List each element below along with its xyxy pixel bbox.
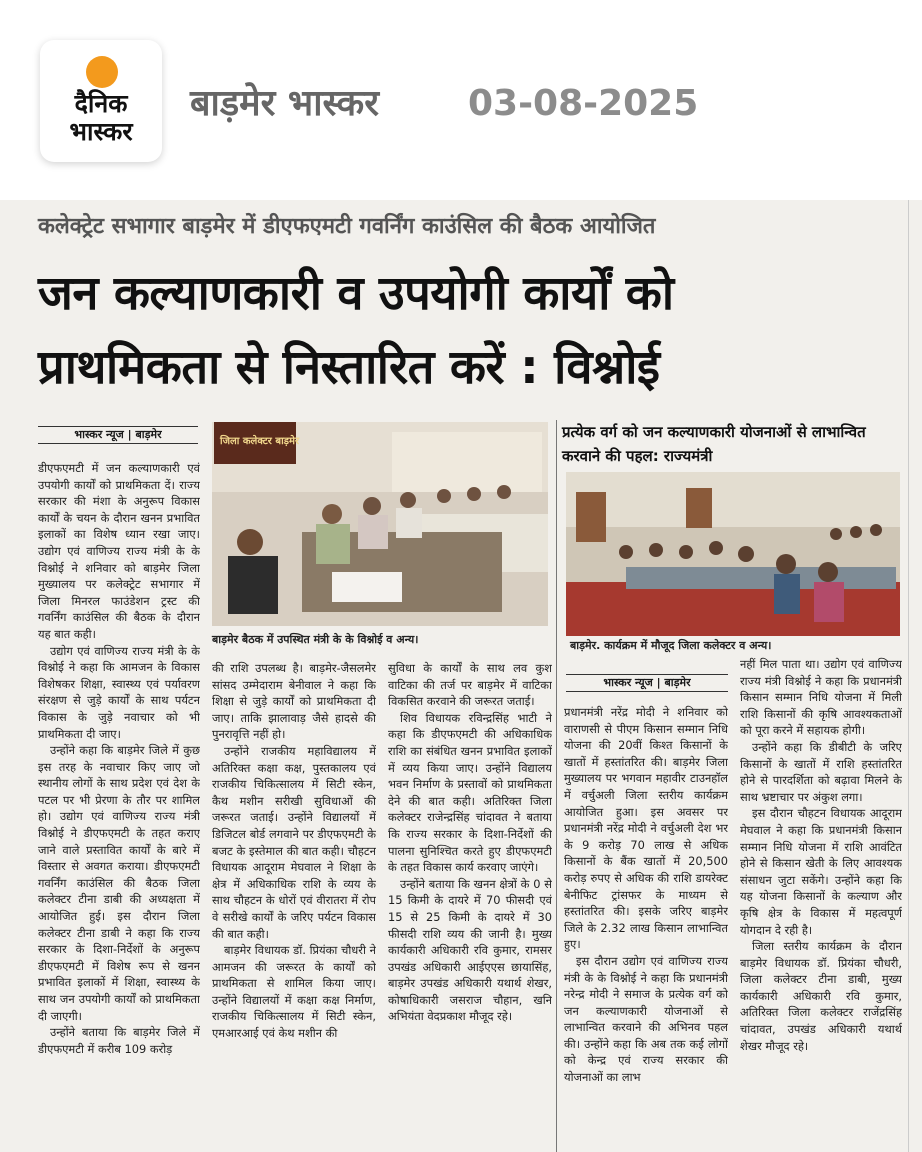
adjacent-page-edge <box>908 200 922 1152</box>
article-column-3 <box>388 660 552 1152</box>
newspaper-clipping <box>0 200 922 1152</box>
article-intro: डीएफएमटी में जन कल्याणकारी एवं उपयोगी कार्यों को प्राथमिकता दें। राज्य सरकार की मंशा के अनुरूप विकास कार्यों के चयन के दौरान खनन प्रभावित इलाकों का विशेष ध्यान रखा जाए। उद्योग एवं वाणिज्य राज्य मंत्री के के विश्नोई ने शनिवार को बाड़मेर जिला मुख्यालय पर कलेक्ट्रेट सभागार में जिला मिनरल फाउंडेशन ट्रस्ट की गवर्निंग काउंसिल की बैठक के दौरान यह बात कही। <box>38 461 200 641</box>
event-photo <box>566 472 900 636</box>
paragraph: उन्होंने बताया कि खनन क्षेत्रों के 0 से 15 किमी के दायरे में 70 फीसदी एवं 15 से 25 किमी के दायरे में 30 फीसदी राशि व्यय की जानी है। मुख्य कार्यकारी अधिकारी रवि कुमार, रामसर उपखंड अधिकारी आईएएस छायासिंह, बाड़मेर उपखंड अधिकारी यथार्थ शेखर, कोषाधिकारी जसराज चौहान, खनि अभियंता वेदप्रकाश मौजूद रहे। <box>388 876 552 1024</box>
paragraph: इस दौरान चौहटन विधायक आदूराम मेघवाल ने कहा कि प्रधानमंत्री किसान सम्मान निधि योजना में राशि आवंटित होने से किसान खेती के लिए आवश्यक संसाधन जुटा सकेंगे। उन्होंने कहा कि यह योजना किसानों के कल्याण और कृषि क्षेत्र के विकास में महत्वपूर्ण योगदान दे रही है। <box>740 806 902 937</box>
collector-sign: जिला कलेक्टर बाड़मेर <box>220 436 300 447</box>
edition-title: बाड़मेर भास्कर <box>190 83 379 124</box>
article-column-2 <box>212 660 376 1152</box>
article-kicker: कलेक्ट्रेट सभागार बाड़मेर में डीएफएमटी गवर्निंग काउंसिल की बैठक आयोजित <box>38 214 656 239</box>
side-column-1 <box>564 704 728 1152</box>
meeting-photo <box>212 422 548 626</box>
meeting-photo-illustration <box>212 422 548 626</box>
paragraph: नहीं मिल पाता था। उद्योग एवं वाणिज्य राज्य मंत्री विश्नोई ने कहा कि प्रधानमंत्री किसान सम्मान निधि योजना में मिली राशि किसानों की कृषि आवश्यकताओं को पूरा करने में सहायक होगी। <box>740 657 902 738</box>
event-photo-caption: बाड़मेर. कार्यक्रम में मौजूद जिला कलेक्टर व अन्य। <box>570 639 772 652</box>
paragraph: प्रधानमंत्री नरेंद्र मोदी ने शनिवार को वाराणसी से पीएम किसान सम्मान निधि योजना की 20वीं किश्त किसानों के खातों में हस्तांतरित की। बाड़मेर जिला मुख्यालय पर भगवान महावीर टाउनहॉल में वर्चुअली जिला स्तरीय कार्यक्रम आयोजित हुआ। इस अवसर पर प्रधानमंत्री नरेंद्र मोदी ने वर्चुअली देश भर के 9 करोड़ 70 लाख से अधिक किसानों के बैंक खातों में 20,500 करोड़ रुपए से अधिक की राशि डायरेक्ट बेनीफिट ट्रांसफर के माध्यम से हस्तांतरित की। इसके जरिए बाड़मेर जिले के 2.32 लाख किसान लाभान्वित हुए। <box>564 705 728 952</box>
column-divider <box>556 420 557 1152</box>
logo-line-2: भास्कर <box>69 117 133 146</box>
event-photo-illustration <box>566 472 900 636</box>
paragraph: उन्होंने बताया कि बाड़मेर जिले में डीएफएमटी में करीब 109 करोड़ <box>38 1025 200 1056</box>
edition-date: 03-08-2025 <box>468 83 699 124</box>
headline-line-1: जन कल्याणकारी व उपयोगी कार्यों को <box>38 266 674 321</box>
logo-line-1: दैनिक <box>74 89 128 118</box>
article-column-1 <box>38 460 200 1152</box>
page-header <box>0 0 922 200</box>
paragraph: शिव विधायक रविन्द्रसिंह भाटी ने कहा कि डीएफएमटी की अधिकाधिक राशि का संबंधित खनन प्रभावित इलाकों में व्यय किया जाए। उन्होंने विद्यालय भवन निर्माण के प्रस्तावों को प्राथमिकता देने की बात कही। अतिरिक्त जिला कलेक्टर राजेन्द्रसिंह चांदावत ने बताया कि राज्य सरकार के दिशा-निर्देशों की पालना सुनिश्चित करते हुए डीएफएमटी के तहत विकास कार्य करवाए जाएंगे। <box>388 710 552 875</box>
photo-caption: बाड़मेर बैठक में उपस्थित मंत्री के के विश्नोई व अन्य। <box>212 633 419 646</box>
paragraph: उन्होंने राजकीय महाविद्यालय में अतिरिक्त कक्षा कक्ष, पुस्तकालय एवं राजकीय चिकित्सालय में सिटी स्केन, कैथ मशीन सरीखी सुविधाओं की जरूरत जताई। उन्होंने विद्यालयों में डिजिटल बोर्ड लगवाने पर डीएफएमटी के बजट के इस्तेमाल की बात कही। चौहटन विधायक आदूराम मेघवाल ने शिक्षा के क्षेत्र में अधिकाधिक राशि के व्यय के साथ चौहटन के धोरों एवं वीरातरा में रोप वे सरीखे कार्यों के जरिए पर्यटन विकास की बात कही। <box>212 743 376 941</box>
side-story-headline: प्रत्येक वर्ग को जन कल्याणकारी योजनाओं से लाभान्वित करवाने की पहल: राज्यमंत्री <box>562 423 866 465</box>
dainik-bhaskar-logo[interactable] <box>40 40 162 162</box>
side-column-2 <box>740 656 902 1152</box>
sun-icon <box>86 56 118 88</box>
paragraph: बाड़मेर विधायक डॉ. प्रियंका चौधरी ने आमजन की जरूरत के कार्यों को प्राथमिकता से शामिल किया जाए। उन्होंने विद्यालयों में कक्षा कक्ष निर्माण, राजकीय चिकित्सालय में सिटी स्केन, एमआरआई एवं केथ मशीन की <box>212 943 376 1041</box>
byline: भास्कर न्यूज | बाड़मेर <box>38 426 198 444</box>
paragraph: सुविधा के कार्यों के साथ लव कुश वाटिका की तर्ज पर बाड़मेर में वाटिका विकसित करवाने की जरूरत जताई। <box>388 661 552 709</box>
paragraph: उद्योग एवं वाणिज्य राज्य मंत्री के के विश्नोई ने कहा कि आमजन के विकास विशेषकर शिक्षा, स्वास्थ्य एवं पर्यावरण संरक्षण से जुड़े कार्यों के साथ पर्यटन विकास के जुड़े नवाचार को भी प्राथमिकता दी जाए। <box>38 643 200 741</box>
paragraph: जिला स्तरीय कार्यक्रम के दौरान बाड़मेर विधायक डॉ. प्रियंका चौधरी, जिला कलेक्टर टीना डाबी, मुख्य कार्यकारी अधिकारी रवि कुमार, अतिरिक्त जिला कलेक्टर राजेंद्रसिंह चांदावत, उपखंड अधिकारी यथार्थ शेखर मौजूद रहे। <box>740 939 902 1053</box>
headline-line-2: प्राथमिकता से निस्तारित करें : विश्नोई <box>38 340 660 395</box>
paragraph: उन्होंने कहा कि डीबीटी के जरिए किसानों के खातों में राशि हस्तांतरित होने से पारदर्शिता को बढ़ावा मिलने के साथ भ्रष्टाचार पर अंकुश लगा। <box>740 739 902 804</box>
side-byline: भास्कर न्यूज | बाड़मेर <box>566 674 728 692</box>
paragraph: की राशि उपलब्ध है। बाड़मेर-जैसलमेर सांसद उम्मेदाराम बेनीवाल ने कहा कि शिक्षा से जुड़े कार्यों को प्राथमिकता दी जाए। ताकि झालावाड़ जैसे हादसे की पुनरावृत्ति नहीं हो। <box>212 661 376 742</box>
paragraph: उन्होंने कहा कि बाड़मेर जिले में कुछ इस तरह के नवाचार किए जाए जो स्थानीय लोगों के साथ प्रदेश एवं देश के पटल पर भी प्रेरणा के तौर पर शामिल हो। उद्योग एवं वाणिज्य राज्य मंत्री विश्नोई ने डीएफएमटी के तहत कराए जाने वाले प्रस्तावित कार्यों के बारे में विस्तार से अवगत कराया। डीएफएमटी गवर्निंग काउंसिल की बैठक जिला कलेक्टर टीना डाबी की अध्यक्षता में आयोजित हुई। इस दौरान जिला कलेक्टर टीना डाबी ने कहा कि राज्य सरकार के दिशा-निर्देशों के अनुरूप डीएफएमटी में विशेष रूप से खनन प्रभावित इलाकों में शिक्षा, स्वास्थ्य के साथ जन उपयोगी कार्यों को प्राथमिकता दी जाएगी। <box>38 743 200 1023</box>
paragraph: इस दौरान उद्योग एवं वाणिज्य राज्य मंत्री के के विश्नोई ने कहा कि प्रधानमंत्री नरेन्द्र मोदी ने समाज के प्रत्येक वर्ग को जन कल्याणकारी योजनाओं से लाभान्वित करवाने की अभिनव पहल की। उन्होंने कहा कि अब तक कई लोगों को केन्द्र एवं राज्य सरकार की योजनाओं का लाभ <box>564 953 728 1085</box>
